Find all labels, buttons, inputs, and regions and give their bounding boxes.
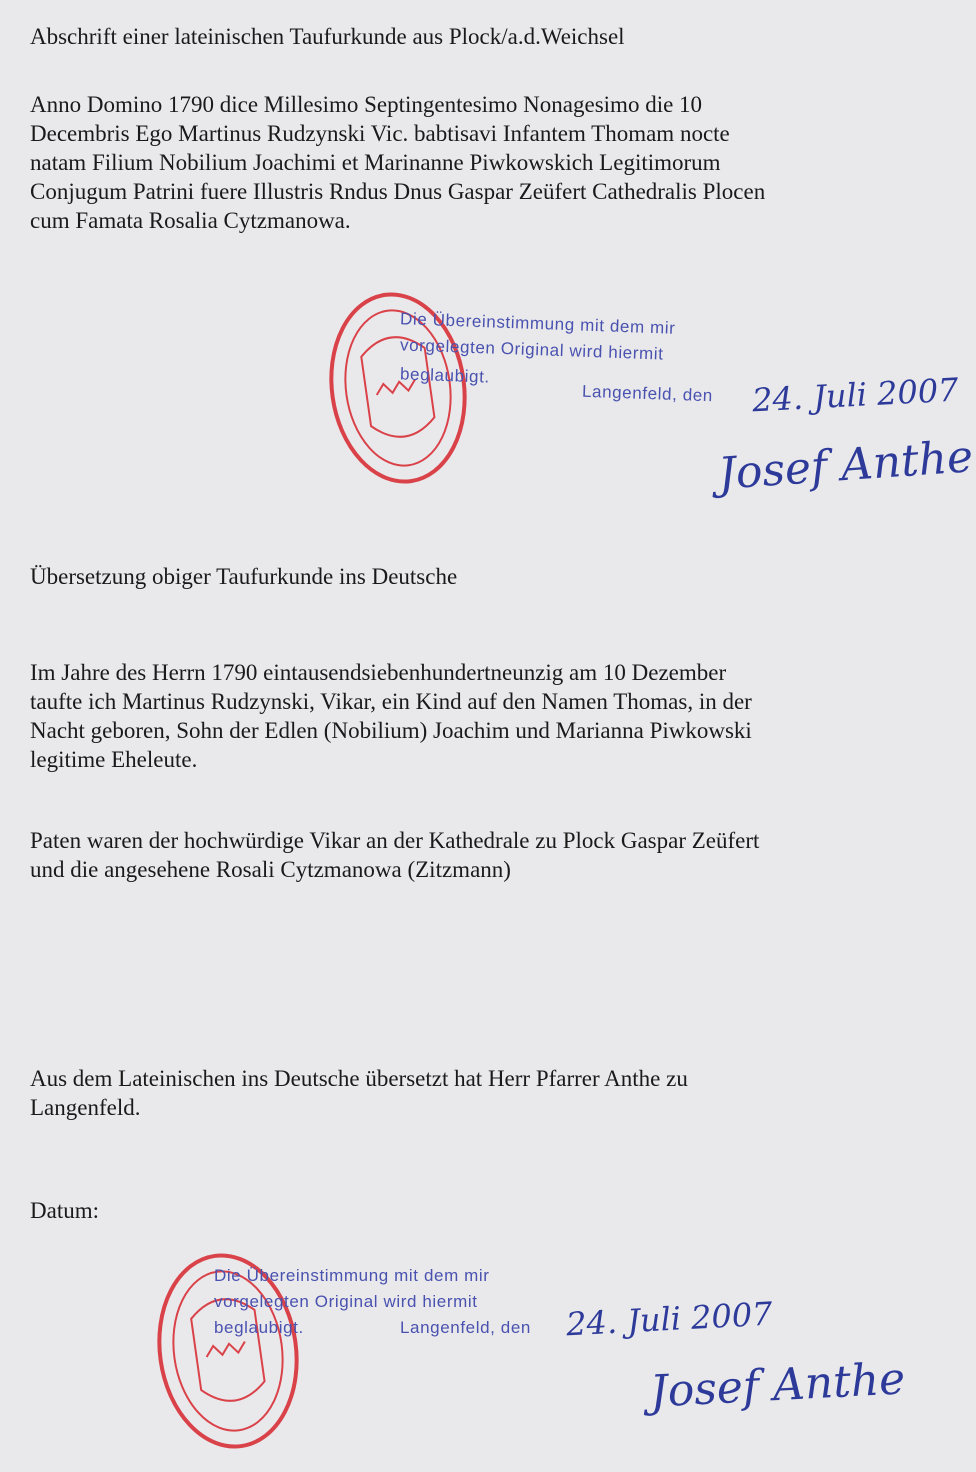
godparents-paragraph xyxy=(30,826,759,884)
stamp-place: Langenfeld, den xyxy=(400,1318,531,1337)
stamp-line: beglaubigt. xyxy=(214,1318,304,1337)
godparents-line: und die angesehene Rosali Cytzmanowa (Zitzmann) xyxy=(30,857,511,882)
translator-line: Aus dem Lateinischen ins Deutsche übersetzt hat Herr Pfarrer Anthe zu xyxy=(30,1066,688,1091)
latin-line: natam Filium Nobilium Joachimi et Marinanne Piwkowskich Legitimorum xyxy=(30,150,721,175)
latin-line: cum Famata Rosalia Cytzmanowa. xyxy=(30,208,351,233)
stamp-line: vorgelegten Original wird hiermit xyxy=(399,335,664,364)
translator-line: Langenfeld. xyxy=(30,1095,141,1120)
latin-line: Decembris Ego Martinus Rudzynski Vic. babtisavi Infantem Thomam nocte xyxy=(30,121,730,146)
german-line: taufte ich Martinus Rudzynski, Vikar, ein Kind auf den Namen Thomas, in der xyxy=(30,689,752,714)
translator-paragraph xyxy=(30,1064,688,1122)
stamp-place: Langenfeld, den xyxy=(581,381,714,406)
document-title: Abschrift einer lateinischen Taufurkunde aus Plock/a.d.Weichsel xyxy=(30,24,625,49)
godparents-line: Paten waren der hochwürdige Vikar an der Kathedrale zu Plock Gaspar Zeüfert xyxy=(30,828,760,853)
stamp-line: Die Übereinstimmung mit dem mir xyxy=(214,1266,490,1285)
german-line: Im Jahre des Herrn 1790 eintausendsiebenhundertneunzig am 10 Dezember xyxy=(30,660,727,685)
latin-paragraph xyxy=(30,90,765,235)
latin-line: Anno Domino 1790 dice Millesimo Septingentesimo Nonagesimo die 10 xyxy=(30,92,703,117)
stamp-line: beglaubigt. xyxy=(399,364,491,387)
german-line: legitime Eheleute. xyxy=(30,747,198,772)
signature: Josef Anthe xyxy=(648,1353,907,1418)
stamp-line: vorgelegten Original wird hiermit xyxy=(214,1292,478,1311)
date-label: Datum: xyxy=(30,1198,99,1223)
stamp-line: Die Übereinstimmung mit dem mir xyxy=(399,309,676,338)
german-paragraph xyxy=(30,658,752,774)
handwritten-date: 24. Juli 2007 xyxy=(565,1294,774,1344)
handwritten-date: 24. Juli 2007 xyxy=(751,370,960,420)
signature: Josef Anthe xyxy=(716,431,975,500)
translation-heading: Übersetzung obiger Taufurkunde ins Deutsche xyxy=(30,564,458,589)
german-line: Nacht geboren, Sohn der Edlen (Nobilium) Joachim und Marianna Piwkowski xyxy=(30,718,752,743)
latin-line: Conjugum Patrini fuere Illustris Rndus Dnus Gaspar Zeüfert Cathedralis Plocen xyxy=(30,179,766,204)
